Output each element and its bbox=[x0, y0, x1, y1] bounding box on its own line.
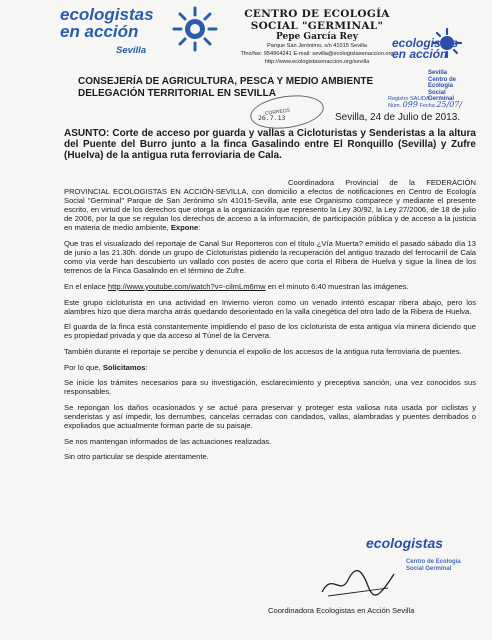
paragraph-3-pre: En el enlace bbox=[64, 281, 106, 291]
recipient-line-1: CONSEJERÍA DE AGRICULTURA, PESCA Y MEDIO AMBIENTE bbox=[78, 76, 374, 87]
paragraph-2: Que tras el visualizado del reportaje de Canal Sur Reporteros con el título ¿Vía Muerta? emitido el pasado sábado día 13 de junio a las 21.30h. donde un grupo de Cicloturistas pidiendo la recuperación del antiguo trazado del ferrocarril de Cala como vía verde han descubierto un vallado con postes de acero que corta el Ribera de Huelva y sigue la línea de los terrenos de la Finca Gasalindo en el término de Zufre. bbox=[64, 239, 476, 276]
paragraph-intro: Coordinadora Provincial de la FEDERACIÓN PROVINCIAL ECOLOGISTAS EN ACCIÓN-SEVILLA, con domicilio a efectos de notificaciones en Centro de Ecología Social "Germinal" Parque de San Jerónimo s/n 41015-Sevilla, ante ese Organismo comparece y mediante el presente escrito, en virtud de los derechos que otorga a la organización que represento la Ley 30/92, la Ley 27/2006, de 18 de julio de 2006, por la que se regulan los derechos de acceso a la información, de participación pública y de acceso a la justicia en materia de medio ambiente, Expone: bbox=[64, 178, 476, 233]
paragraph-10: Se nos mantengan informados de las actuaciones realizadas. bbox=[64, 436, 272, 446]
paragraph-4: Este grupo cicloturista en una actividad en Invierno vieron como un venado intentó escapar ribera abajo, pero los alambres hizo que diera marcha atrás quedando desorientado en la valla cinegética del otro lado de la Ribera de Huelva. bbox=[64, 297, 476, 316]
paragraph-3 bbox=[64, 282, 476, 291]
stamp-registro: Registro SALIDA bbox=[388, 96, 430, 102]
stamp-logo-text bbox=[392, 38, 458, 60]
closing-stamp-org-2: Social Germinal bbox=[406, 565, 452, 572]
centre-address: Parque San Jerónimo, s/n 41015 Sevilla bbox=[267, 43, 367, 49]
stamp-org-2: Social Germinal bbox=[428, 89, 455, 102]
logo-city: Sevilla bbox=[116, 45, 147, 56]
letter-body bbox=[64, 178, 476, 468]
paragraph-7: Por lo que, Solicitamos: bbox=[64, 362, 148, 372]
signatory: Coordinadora Ecologistas en Acción Sevilla bbox=[268, 606, 415, 615]
stamp-num-value: 099 bbox=[402, 100, 418, 109]
registry-stamp bbox=[388, 28, 470, 118]
postal-stamp-text: CORREOS bbox=[264, 107, 291, 118]
closing-stamp-line-1: ecologistas bbox=[366, 535, 444, 551]
paragraph-6: También durante el reportaje se percibe y denuncia el expolio de los accesos de la antigua ruta ferroviaria de puentes. bbox=[64, 346, 462, 356]
ecologistas-logo bbox=[60, 6, 220, 66]
centre-person: Pepe García Rey bbox=[276, 32, 358, 42]
stamp-num-label: Núm. bbox=[388, 103, 402, 109]
paragraph-8: Se inicie los trámites necesarios para su investigación, esclarecimiento y preceptiva sanción, una vez conocidos sus responsables. bbox=[64, 378, 476, 397]
centre-web: http://www.ecologistasenaccion.org/sevilla bbox=[264, 59, 370, 65]
stamp-registry bbox=[388, 96, 473, 109]
youtube-link[interactable]: http://www.youtube.com/watch?v=-cilmLm6mw bbox=[107, 281, 266, 291]
closing-stamp-org bbox=[406, 559, 461, 572]
handwritten-signature-icon bbox=[318, 566, 398, 602]
stamp-fecha-label: Fecha bbox=[419, 103, 435, 109]
stamp-city: Sevilla bbox=[428, 70, 448, 76]
expone-label: Expone bbox=[170, 223, 199, 233]
centre-name: CENTRO DE ECOLOGÍA SOCIAL "GERMINAL" bbox=[244, 8, 390, 32]
centre-contact: Tfno/fax: 954964241 E-mail: sevilla@ecologistasenaccion.org bbox=[240, 51, 394, 57]
solicitamos-label: Solicitamos bbox=[102, 362, 146, 372]
logo-line-2: en acción bbox=[60, 22, 139, 41]
sun-logo-icon bbox=[172, 6, 218, 52]
recipient-block bbox=[78, 76, 373, 100]
letter-date: Sevilla, 24 de Julio de 2013. bbox=[335, 112, 461, 123]
recipient-line-2: DELEGACIÓN TERRITORIAL EN SEVILLA bbox=[78, 88, 276, 99]
paragraph-9: Se repongan los daños ocasionados y se actué para preservar y proteger esta valiosa ruta usada por ciclistas y senderistas y así impedir, los derrumbes, cancelas cerradas con candados, vallas, alambradas y puentes derribados o expoliados que actualmente forman parte de su paisaje. bbox=[64, 402, 476, 430]
paragraph-3-post: en el minuto 6:40 muestran las imágenes. bbox=[267, 281, 409, 291]
paragraph-5: El guarda de la finca está constantemente impidiendo el paso de los cicloturista de esta antigua vía minera diciendo que es propiedad privada y que da acceso al Túnel de la Cervera. bbox=[64, 322, 476, 341]
subject: ASUNTO: Corte de acceso por guarda y vallas a Cicloturistas y Senderistas a la altura del Puente del Burro junto a la finca Gasalindo entre El Ronquillo (Sevilla) y Zufre (Huelva) de la antigua ruta ferroviaria de Cala. bbox=[64, 128, 476, 161]
paragraph-11: Sin otro particular se despide atentamente. bbox=[64, 452, 209, 462]
paragraph-intro-text: Coordinadora Provincial de la FEDERACIÓN PROVINCIAL ECOLOGISTAS EN ACCIÓN-SEVILLA, con domicilio a efectos de notificaciones en Centro de Ecología Social "Germinal" Parque de San Jerónimo s/n 41015-Sevilla, ante ese Organismo comparece y mediante el presente escrito, en virtud de los derechos que otorga a la organización que represento la Ley 30/92, la Ley 27/2006, de 18 de julio de 2006, por la que se regulan los derechos de acceso a la información, de participación pública y de acceso a la justicia en materia de medio ambiente, bbox=[64, 178, 476, 233]
closing-stamp-org-1: Centro de Ecología bbox=[406, 559, 461, 565]
paragraph-7-pre: Por lo que, bbox=[64, 362, 101, 372]
stamp-line-2: en acción bbox=[392, 47, 448, 61]
postal-stamp-date: 26.7.13 bbox=[258, 114, 286, 122]
stamp-fecha-value: 25/07/ bbox=[436, 100, 463, 109]
logo-line-1: ecologistas bbox=[60, 5, 154, 24]
stamp-line-1: ecologistas bbox=[392, 36, 459, 50]
centre-letterhead bbox=[232, 8, 402, 66]
stamp-org-1: Centro de Ecología bbox=[428, 76, 457, 89]
